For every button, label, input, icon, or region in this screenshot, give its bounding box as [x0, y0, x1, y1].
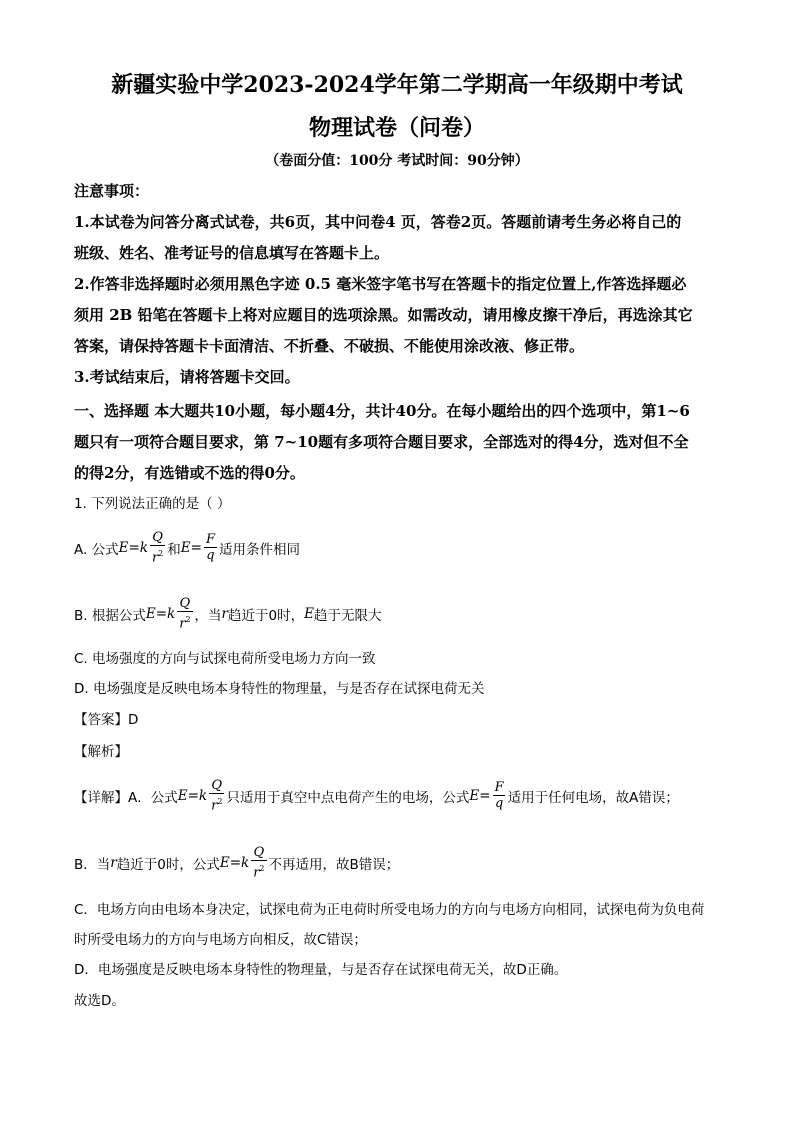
detail-a-suffix: 适用于任何电场，故A错误；: [507, 789, 679, 806]
option-a-suffix: 适用条件相同: [218, 541, 300, 558]
math-symbol: E: [469, 787, 480, 804]
denominator: q: [206, 548, 215, 564]
math-symbol: E: [180, 539, 191, 556]
math-symbol: r: [211, 798, 218, 814]
exponent: 2: [259, 864, 265, 873]
fraction: [493, 780, 506, 811]
notice-line: 1.本试卷为问答分离式试卷，共6页，其中问卷4 页，答卷2页。答题前请考生务必将自己的: [74, 213, 682, 231]
math-symbol: =: [128, 539, 140, 556]
option-b-suffix: 趋于无限大: [313, 607, 382, 624]
notice-line: 答案，请保持答题卡卡面清洁、不折叠、不破损、不能使用涂改液、修正带。: [74, 337, 585, 355]
exam-title: 新疆实验中学2023-2024学年第二学期高一年级期中考试: [111, 72, 683, 98]
notice-line: 须用 2B 铅笔在答题卡上将对应题目的选项涂黑。如需改动，请用橡皮擦干净后，再选涂其它: [74, 306, 693, 324]
numerator: Q: [152, 530, 163, 545]
detail-b-mid: 趋近于0时，公式: [116, 856, 220, 873]
analysis-label: 【解析】: [74, 744, 128, 760]
question-stem: 1. 下列说法正确的是（ ）: [74, 496, 231, 512]
option-b-mid2: 趋近于0时，: [228, 607, 305, 624]
detail-b-suffix: 不再适用，故B错误；: [268, 856, 400, 873]
answer-label: 【答案】D: [74, 712, 139, 728]
exam-info: （卷面分值：100分 考试时间：90分钟）: [265, 153, 529, 169]
fraction: [204, 532, 217, 563]
fraction: [150, 530, 165, 565]
math-symbol: r: [179, 616, 186, 632]
math-symbol: k: [198, 787, 208, 804]
section-instruction-line: 一、选择题 本大题共10小题，每小题4分，共计40分。在每小题给出的四个选项中，第1~6: [74, 402, 690, 420]
detail-d: D．电场强度是反映电场本身特性的物理量，与是否存在试探电荷无关，故D正确。: [74, 962, 568, 978]
notice-line: 2.作答非选择题时必须用黑色字迹 0.5 毫米签字笔书写在答题卡的指定位置上,作答选择题必: [74, 275, 687, 293]
math-symbol: E: [219, 854, 230, 871]
denominator: [251, 860, 266, 880]
math-symbol: r: [253, 865, 260, 881]
detail-a-mid: 只适用于真空中点电荷产生的电场，公式: [226, 789, 470, 806]
option-b: [74, 596, 381, 631]
exam-subtitle: 物理试卷（问卷）: [308, 115, 485, 141]
math-symbol: r: [110, 854, 117, 871]
section-instruction-line: 的得2分，有选错或不选的得0分。: [74, 464, 305, 482]
math-symbol: k: [139, 539, 148, 556]
math-symbol: E: [145, 605, 156, 622]
conclusion: 故选D。: [74, 993, 125, 1009]
notice-line: 班级、姓名、准考证号的信息填写在答题卡上。: [74, 244, 390, 262]
denominator: [209, 793, 224, 813]
math-symbol: =: [190, 539, 202, 556]
math-symbol: k: [241, 854, 250, 871]
math-symbol: =: [187, 787, 199, 804]
fraction: [209, 778, 224, 813]
detail-b-prefix: B．当: [74, 856, 111, 873]
option-a: [74, 530, 300, 565]
option-a-prefix: A. 公式: [74, 541, 119, 558]
numerator: Q: [253, 845, 265, 860]
denominator: [150, 545, 165, 565]
math-symbol: =: [229, 854, 241, 871]
option-b-mid1: ，当: [194, 607, 222, 624]
math-symbol: E: [118, 539, 129, 556]
detail-a: [74, 778, 679, 813]
exponent: 2: [217, 797, 223, 806]
math-symbol: E: [304, 605, 314, 622]
detail-a-prefix: 【详解】A．公式: [74, 789, 178, 806]
math-symbol: =: [155, 605, 168, 622]
numerator: F: [205, 532, 215, 548]
numerator: F: [494, 780, 504, 796]
math-symbol: =: [479, 787, 491, 804]
numerator: Q: [211, 778, 223, 793]
option-b-prefix: B. 根据公式: [74, 607, 146, 624]
fraction: [251, 845, 266, 880]
option-d: D. 电场强度是反映电场本身特性的物理量，与是否存在试探电荷无关: [74, 681, 485, 697]
detail-b: [74, 845, 399, 880]
fraction: [177, 596, 192, 631]
detail-c-line: 时所受电场力的方向与电场方向相反，故C错误；: [74, 932, 367, 948]
exponent: 2: [185, 615, 191, 624]
math-symbol: r: [221, 605, 228, 622]
denominator: [177, 611, 192, 631]
notice-line: 3.考试结束后，请将答题卡交回。: [74, 368, 300, 386]
exponent: 2: [158, 549, 164, 558]
numerator: Q: [179, 596, 191, 611]
math-symbol: r: [151, 550, 159, 566]
notice-heading: 注意事项：: [74, 182, 150, 200]
denominator: q: [494, 796, 504, 812]
option-c: C. 电场强度的方向与试探电荷所受电场力方向一致: [74, 651, 376, 667]
option-a-mid: 和: [167, 541, 181, 558]
math-symbol: k: [167, 605, 176, 622]
detail-c-line: C．电场方向由电场本身决定，试探电荷为正电荷时所受电场力的方向与电场方向相同，试探电荷为负电荷: [74, 902, 705, 918]
math-symbol: E: [177, 787, 188, 804]
section-instruction-line: 题只有一项符合题目要求，第 7~10题有多项符合题目要求，全部选对的得4分，选对但不全: [74, 433, 689, 451]
